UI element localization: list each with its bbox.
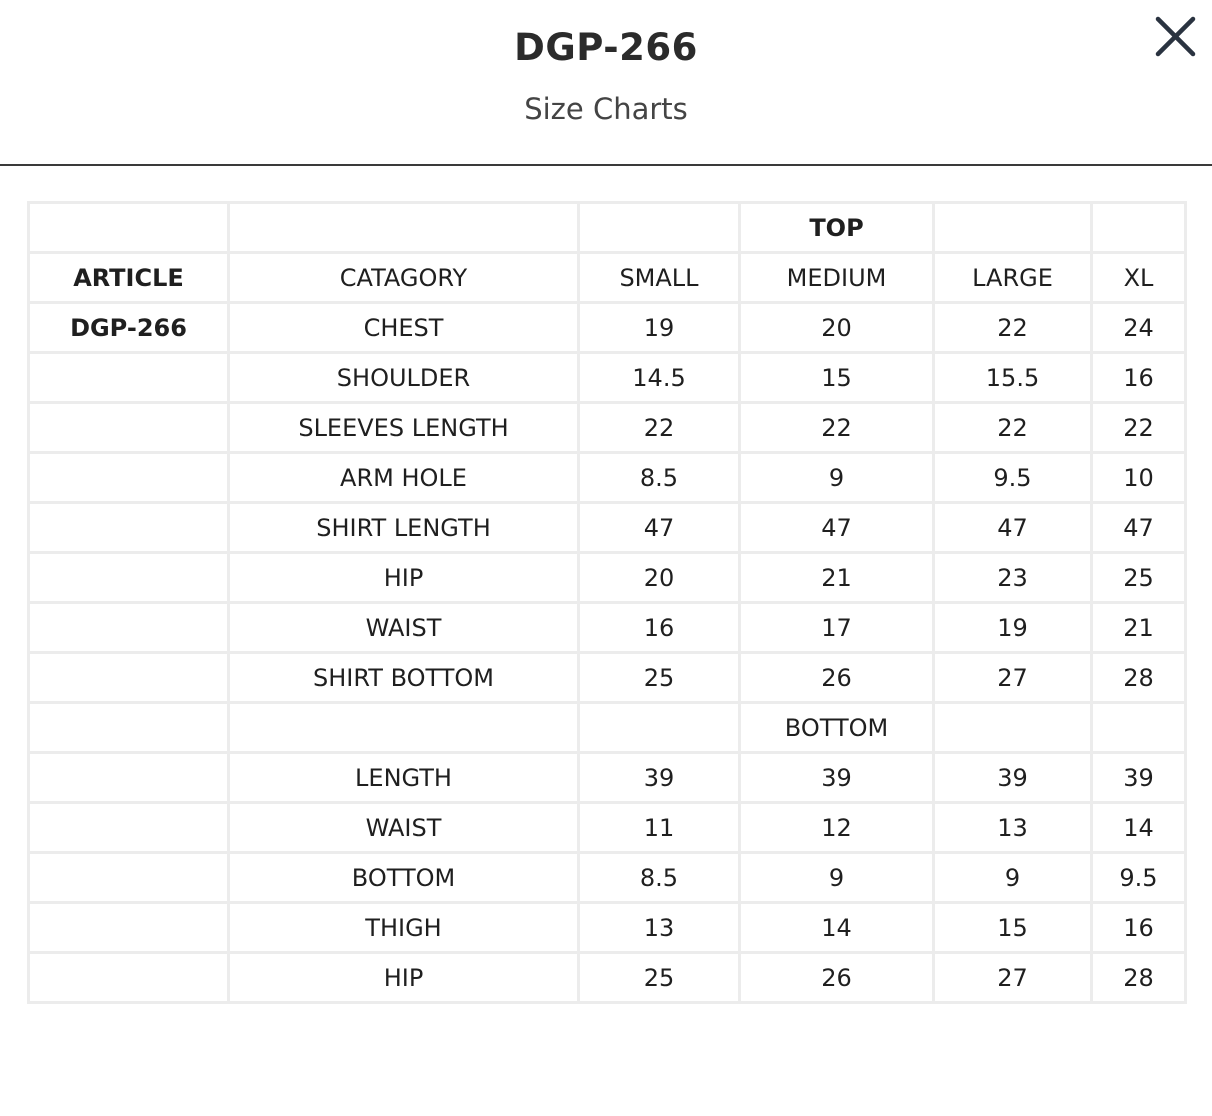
column-header-medium: MEDIUM [740, 253, 934, 303]
size-value-large: 13 [934, 803, 1092, 853]
size-value-large: 27 [934, 953, 1092, 1003]
table-row [29, 903, 1186, 953]
category-cell: SHIRT LENGTH [229, 503, 579, 553]
size-value-small: 47 [579, 503, 740, 553]
size-value-xl: 16 [1092, 903, 1186, 953]
modal-title: DGP-266 [514, 26, 698, 69]
size-value-xl: 47 [1092, 503, 1186, 553]
category-cell: BOTTOM [229, 853, 579, 903]
size-value-large: 39 [934, 753, 1092, 803]
table-row [29, 803, 1186, 853]
size-value-small: 8.5 [579, 453, 740, 503]
modal-subtitle: Size Charts [524, 92, 688, 126]
size-value-xl: 28 [1092, 953, 1186, 1003]
table-row [29, 603, 1186, 653]
table-row [29, 653, 1186, 703]
size-value-medium: 20 [740, 303, 934, 353]
size-value-small: 8.5 [579, 853, 740, 903]
category-cell: SHIRT BOTTOM [229, 653, 579, 703]
column-header-small: SMALL [579, 253, 740, 303]
category-cell: WAIST [229, 603, 579, 653]
size-value-xl: 24 [1092, 303, 1186, 353]
size-value-large: 22 [934, 303, 1092, 353]
size-value-medium: 26 [740, 953, 934, 1003]
size-value-xl: 22 [1092, 403, 1186, 453]
table-row [29, 753, 1186, 803]
category-cell: HIP [229, 553, 579, 603]
size-value-xl: 16 [1092, 353, 1186, 403]
size-value-xl: 28 [1092, 653, 1186, 703]
size-chart-table [27, 201, 1187, 1004]
size-value-small: 13 [579, 903, 740, 953]
table-row [29, 503, 1186, 553]
category-cell: SLEEVES LENGTH [229, 403, 579, 453]
size-value-large: 9.5 [934, 453, 1092, 503]
category-cell: CHEST [229, 303, 579, 353]
size-value-large: 23 [934, 553, 1092, 603]
size-value-medium: 12 [740, 803, 934, 853]
category-cell: WAIST [229, 803, 579, 853]
section-label-bottom: BOTTOM [740, 703, 934, 753]
column-header-category: CATAGORY [229, 253, 579, 303]
size-value-medium: 14 [740, 903, 934, 953]
modal-header [0, 0, 1212, 166]
category-cell: THIGH [229, 903, 579, 953]
size-value-small: 19 [579, 303, 740, 353]
size-value-medium: 47 [740, 503, 934, 553]
size-value-small: 20 [579, 553, 740, 603]
header-row [29, 253, 1186, 303]
size-value-large: 22 [934, 403, 1092, 453]
size-value-xl: 39 [1092, 753, 1186, 803]
close-button[interactable] [1150, 12, 1200, 62]
size-value-xl: 25 [1092, 553, 1186, 603]
article-value: DGP-266 [29, 303, 229, 353]
category-cell: ARM HOLE [229, 453, 579, 503]
size-value-medium: 9 [740, 853, 934, 903]
size-value-large: 47 [934, 503, 1092, 553]
table-row [29, 353, 1186, 403]
size-value-medium: 39 [740, 753, 934, 803]
size-value-small: 25 [579, 953, 740, 1003]
size-value-medium: 9 [740, 453, 934, 503]
section-row-top [29, 203, 1186, 253]
size-value-small: 39 [579, 753, 740, 803]
size-value-xl: 10 [1092, 453, 1186, 503]
size-value-xl: 9.5 [1092, 853, 1186, 903]
category-cell: SHOULDER [229, 353, 579, 403]
column-header-xl: XL [1092, 253, 1186, 303]
size-value-xl: 14 [1092, 803, 1186, 853]
table-row [29, 953, 1186, 1003]
size-value-medium: 22 [740, 403, 934, 453]
table-row [29, 403, 1186, 453]
size-value-large: 15.5 [934, 353, 1092, 403]
size-value-large: 27 [934, 653, 1092, 703]
size-value-medium: 15 [740, 353, 934, 403]
table-row [29, 303, 1186, 353]
size-value-medium: 17 [740, 603, 934, 653]
size-value-large: 15 [934, 903, 1092, 953]
size-value-large: 9 [934, 853, 1092, 903]
size-value-large: 19 [934, 603, 1092, 653]
size-value-xl: 21 [1092, 603, 1186, 653]
size-value-medium: 26 [740, 653, 934, 703]
size-value-medium: 21 [740, 553, 934, 603]
size-value-small: 22 [579, 403, 740, 453]
size-value-small: 25 [579, 653, 740, 703]
table-row [29, 853, 1186, 903]
size-value-small: 11 [579, 803, 740, 853]
section-row-bottom [29, 703, 1186, 753]
column-header-large: LARGE [934, 253, 1092, 303]
category-cell: HIP [229, 953, 579, 1003]
size-value-small: 14.5 [579, 353, 740, 403]
table-row [29, 453, 1186, 503]
table-row [29, 553, 1186, 603]
column-header-article: ARTICLE [29, 253, 229, 303]
close-icon [1150, 12, 1200, 62]
category-cell: LENGTH [229, 753, 579, 803]
size-value-small: 16 [579, 603, 740, 653]
section-label-top: TOP [740, 203, 934, 253]
